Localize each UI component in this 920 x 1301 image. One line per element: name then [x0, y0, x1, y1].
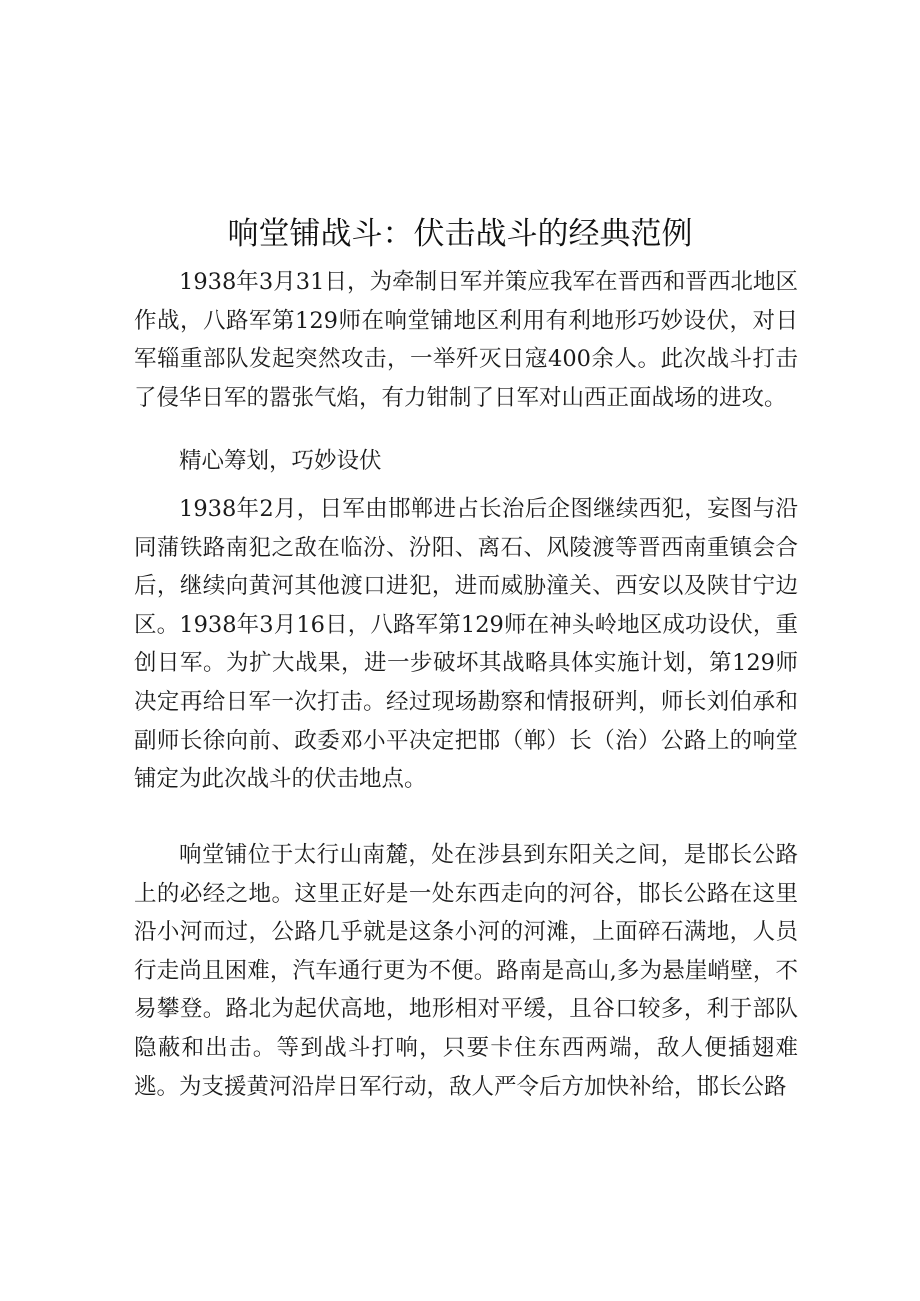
paragraph-intro: 1938年3月31日，为牵制日军并策应我军在晋西和晋西北地区作战，八路军第129师在响堂铺地区利用有利地形巧妙设伏，对日军辎重部队发起突然攻击，一举歼灭日寇400余人。此次战斗打击了侵华日军的嚣张气焰，有力钳制了日军对山西正面战场的进攻。 [134, 269, 798, 411]
paragraph-terrain: 响堂铺位于太行山南麓，处在涉县到东阳关之间，是邯长公路上的必经之地。这里正好是一处东西走向的河谷，邯长公路在这里沿小河而过，公路几乎就是这条小河的河滩，上面碎石满地，人员行走尚且困难，汽车通行更为不便。路南是高山,多为悬崖峭壁，不易攀登。路北为起伏高地，地形相对平缓，且谷口较多，利于部队隐蔽和出击。等到战斗打响，只要卡住东西两端，敌人便插翅难逃。为支援黄河沿岸日军行动，敌人严令后方加快补给，邯长公路 [134, 842, 798, 1100]
section-heading: 精心筹划，巧妙设伏 [179, 448, 382, 474]
document-title: 响堂铺战斗：伏击战斗的经典范例 [227, 216, 693, 252]
paragraph-background: 1938年2月，日军由邯郸进占长治后企图继续西犯，妄图与沿同蒲铁路南犯之敌在临汾、汾阳、离石、风陵渡等晋西南重镇会合后，继续向黄河其他渡口进犯，进而威胁潼关、西安以及陕甘宁边区。1938年3月16日，八路军第129师在神头岭地区成功设伏，重创日军。为扩大战果，进一步破坏其战略具体实施计划，第129师决定再给日军一次打击。经过现场勘察和情报研判，师长刘伯承和副师长徐向前、政委邓小平决定把邯（郸）长（治）公路上的响堂铺定为此次战斗的伏击地点。 [134, 496, 798, 793]
